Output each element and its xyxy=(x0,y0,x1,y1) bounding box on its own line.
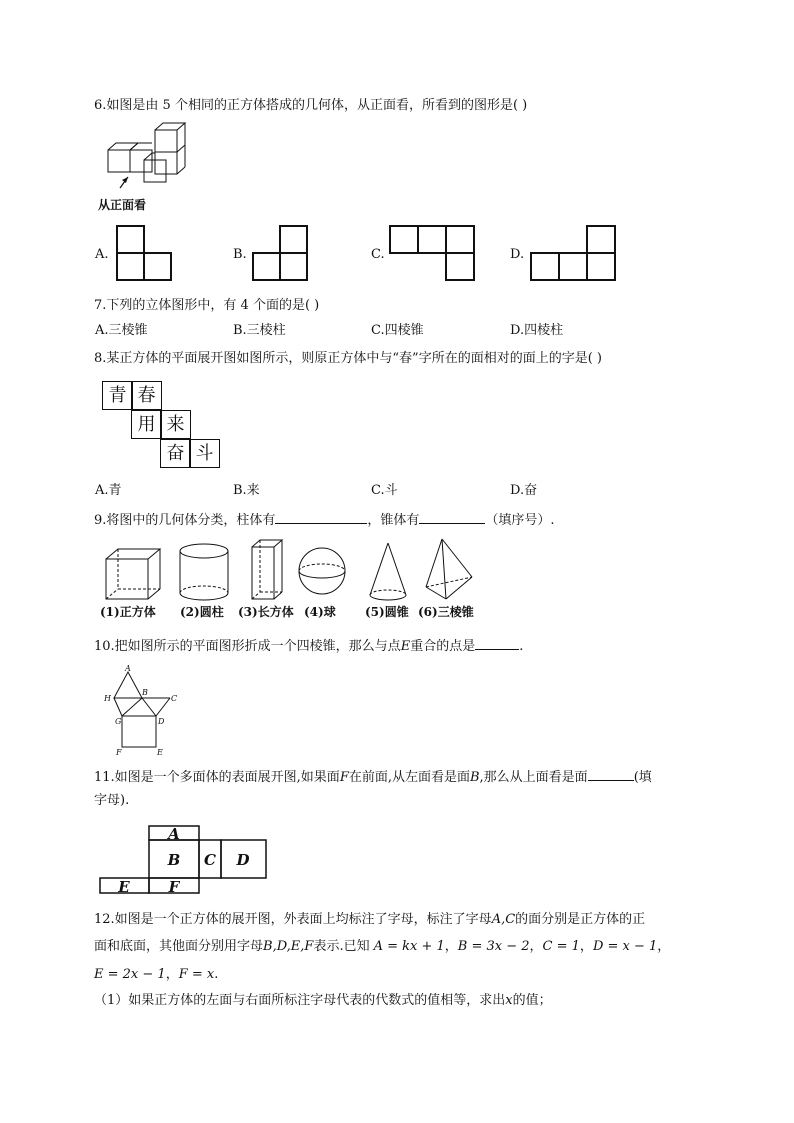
q9-stem-part3: （填序号）. xyxy=(485,513,555,528)
q10-blank[interactable] xyxy=(475,636,519,650)
q12-stem-end: . xyxy=(214,967,219,982)
q8-option-a: A.青 xyxy=(95,483,122,498)
q8-net-figure xyxy=(102,381,222,471)
q6-option-d-figure xyxy=(528,224,618,284)
q10-point-d: D xyxy=(158,717,165,726)
q11-stem-part2: 在前面,从左面看是面 xyxy=(348,770,470,785)
q7-option-c: C.四棱锥 xyxy=(371,323,424,338)
q7-option-a: A.三棱锥 xyxy=(95,323,148,338)
q11-face-a: A xyxy=(168,825,180,843)
q12-sub1-part2: 的值； xyxy=(512,993,552,1008)
q10-point-c: C xyxy=(171,694,178,703)
q8-option-d: D.奋 xyxy=(510,483,538,498)
q9-label-cuboid: (3)长方体 xyxy=(238,605,294,619)
q8-net-face: 春 xyxy=(131,381,162,410)
q10-stem-part2: 重合的点是 xyxy=(410,639,476,654)
q10-point-a: A xyxy=(125,664,131,673)
q12-eq-a: A = kx + 1 xyxy=(373,939,445,954)
q10-stem-var: E xyxy=(400,639,411,654)
q12-stem-line3 xyxy=(94,967,218,983)
q10-point-h: H xyxy=(104,694,111,703)
q10-net-figure xyxy=(100,664,190,756)
q6-option-a-figure xyxy=(114,224,174,284)
q8-net-face: 用 xyxy=(131,410,162,439)
q8-option-c: C.斗 xyxy=(371,483,398,498)
q11-stem-part1: 11.如图是一个多面体的表面展开图,如果面 xyxy=(94,770,340,785)
q11-face-d: D xyxy=(236,851,250,869)
q6-option-c-label: C. xyxy=(371,247,385,262)
q11-face-e: E xyxy=(118,878,130,896)
q12-eq-b: B = 3x − 2 xyxy=(457,939,530,954)
q11-stem-var-f: F xyxy=(339,770,349,785)
q9-label-cube: (1)正方体 xyxy=(100,605,156,619)
q9-label-cone: (5)圆锥 xyxy=(365,605,409,619)
q11-stem-part4: (填 xyxy=(633,770,652,785)
q9-stem xyxy=(94,510,555,529)
q12-stem-part1: 12.如图是一个正方体的展开图，外表面上均标注了字母，标注了字母 xyxy=(94,912,492,927)
q11-stem-line2: 字母). xyxy=(94,793,130,808)
q12-stem-part2: 的面分别是正方体的正 xyxy=(515,912,646,927)
q11-face-f: F xyxy=(168,878,180,896)
q11-blank[interactable] xyxy=(588,767,634,781)
q9-stem-part2: ，锥体有 xyxy=(367,513,420,528)
q8-net-face: 奋 xyxy=(160,439,191,468)
q10-point-b: B xyxy=(142,688,148,697)
q7-option-b: B.三棱柱 xyxy=(233,323,286,338)
q12-sep: ， xyxy=(444,939,458,954)
q6-option-a-label: A. xyxy=(95,247,109,262)
q9-label-pyramid: (6)三棱锥 xyxy=(418,605,474,619)
q10-stem xyxy=(94,636,523,655)
q7-option-d: D.四棱柱 xyxy=(510,323,564,338)
q11-stem-part3: ,那么从上面看是面 xyxy=(479,770,588,785)
q12-stem-var-ac: A,C xyxy=(491,912,516,927)
q12-sub1 xyxy=(94,993,552,1009)
q9-label-cylinder: (2)圆柱 xyxy=(180,605,224,619)
q12-stem-line1 xyxy=(94,912,645,928)
q9-blank-prism[interactable] xyxy=(275,510,367,524)
q6-stem: 6.如图是由 5 个相同的正方体搭成的几何体，从正面看，所看到的图形是( ) xyxy=(94,98,528,113)
q12-eq-e: E = 2x − 1 xyxy=(94,967,166,982)
q9-stem-part1: 9.将图中的几何体分类，柱体有 xyxy=(94,513,276,528)
q6-option-b-figure xyxy=(250,224,310,284)
q8-net-face: 斗 xyxy=(189,439,220,468)
q10-point-e: E xyxy=(157,748,163,757)
q6-cube-figure xyxy=(100,120,190,200)
q12-sep: ， xyxy=(579,939,593,954)
q11-face-b: B xyxy=(167,851,181,869)
q12-stem-var-faces: B,D,E,F xyxy=(263,939,314,954)
q12-sep: ， xyxy=(165,967,179,982)
q6-option-d-label: D. xyxy=(510,247,525,262)
q12-eq-f: F = x xyxy=(178,967,215,982)
q12-stem-part3: 面和底面，其他面分别用字母 xyxy=(94,939,264,954)
q12-stem-line2 xyxy=(94,939,670,955)
q9-label-sphere: (4)球 xyxy=(304,605,336,619)
q6-option-c-figure xyxy=(387,224,477,284)
q11-stem-var-b: B xyxy=(469,770,480,785)
q10-point-g: G xyxy=(115,717,122,726)
q10-stem-end: . xyxy=(519,639,524,654)
q11-stem-line1 xyxy=(94,767,652,786)
q8-stem: 8.某正方体的平面展开图如图所示，则原正方体中与“春”字所在的面相对的面上的字是( ) xyxy=(94,351,602,366)
q6-option-b-label: B. xyxy=(233,247,247,262)
q6-caption: 从正面看 xyxy=(98,198,147,212)
q9-blank-pyramid[interactable] xyxy=(419,510,485,524)
q11-face-c: C xyxy=(204,851,216,869)
q12-sub1-var: x xyxy=(505,993,513,1008)
q12-sub1-part1: （1）如果正方体的左面与右面所标注字母代表的代数式的值相等，求出 xyxy=(94,993,506,1008)
q8-net-face: 青 xyxy=(102,381,133,410)
q10-point-f: F xyxy=(116,748,122,757)
q7-stem: 7.下列的立体图形中，有 4 个面的是( ) xyxy=(94,298,320,313)
q12-eq-c: C = 1 xyxy=(542,939,580,954)
q8-net-face: 来 xyxy=(160,410,191,439)
q12-sep: ， xyxy=(657,939,671,954)
q12-sep: ， xyxy=(529,939,543,954)
q11-net-figure xyxy=(98,824,268,896)
q10-stem-part1: 10.把如图所示的平面图形折成一个四棱锥，那么与点 xyxy=(94,639,401,654)
q12-stem-part4: 表示.已知 xyxy=(313,939,370,954)
q12-eq-d: D = x − 1 xyxy=(592,939,658,954)
q9-solids-figure xyxy=(100,537,490,607)
q8-option-b: B.来 xyxy=(233,483,260,498)
